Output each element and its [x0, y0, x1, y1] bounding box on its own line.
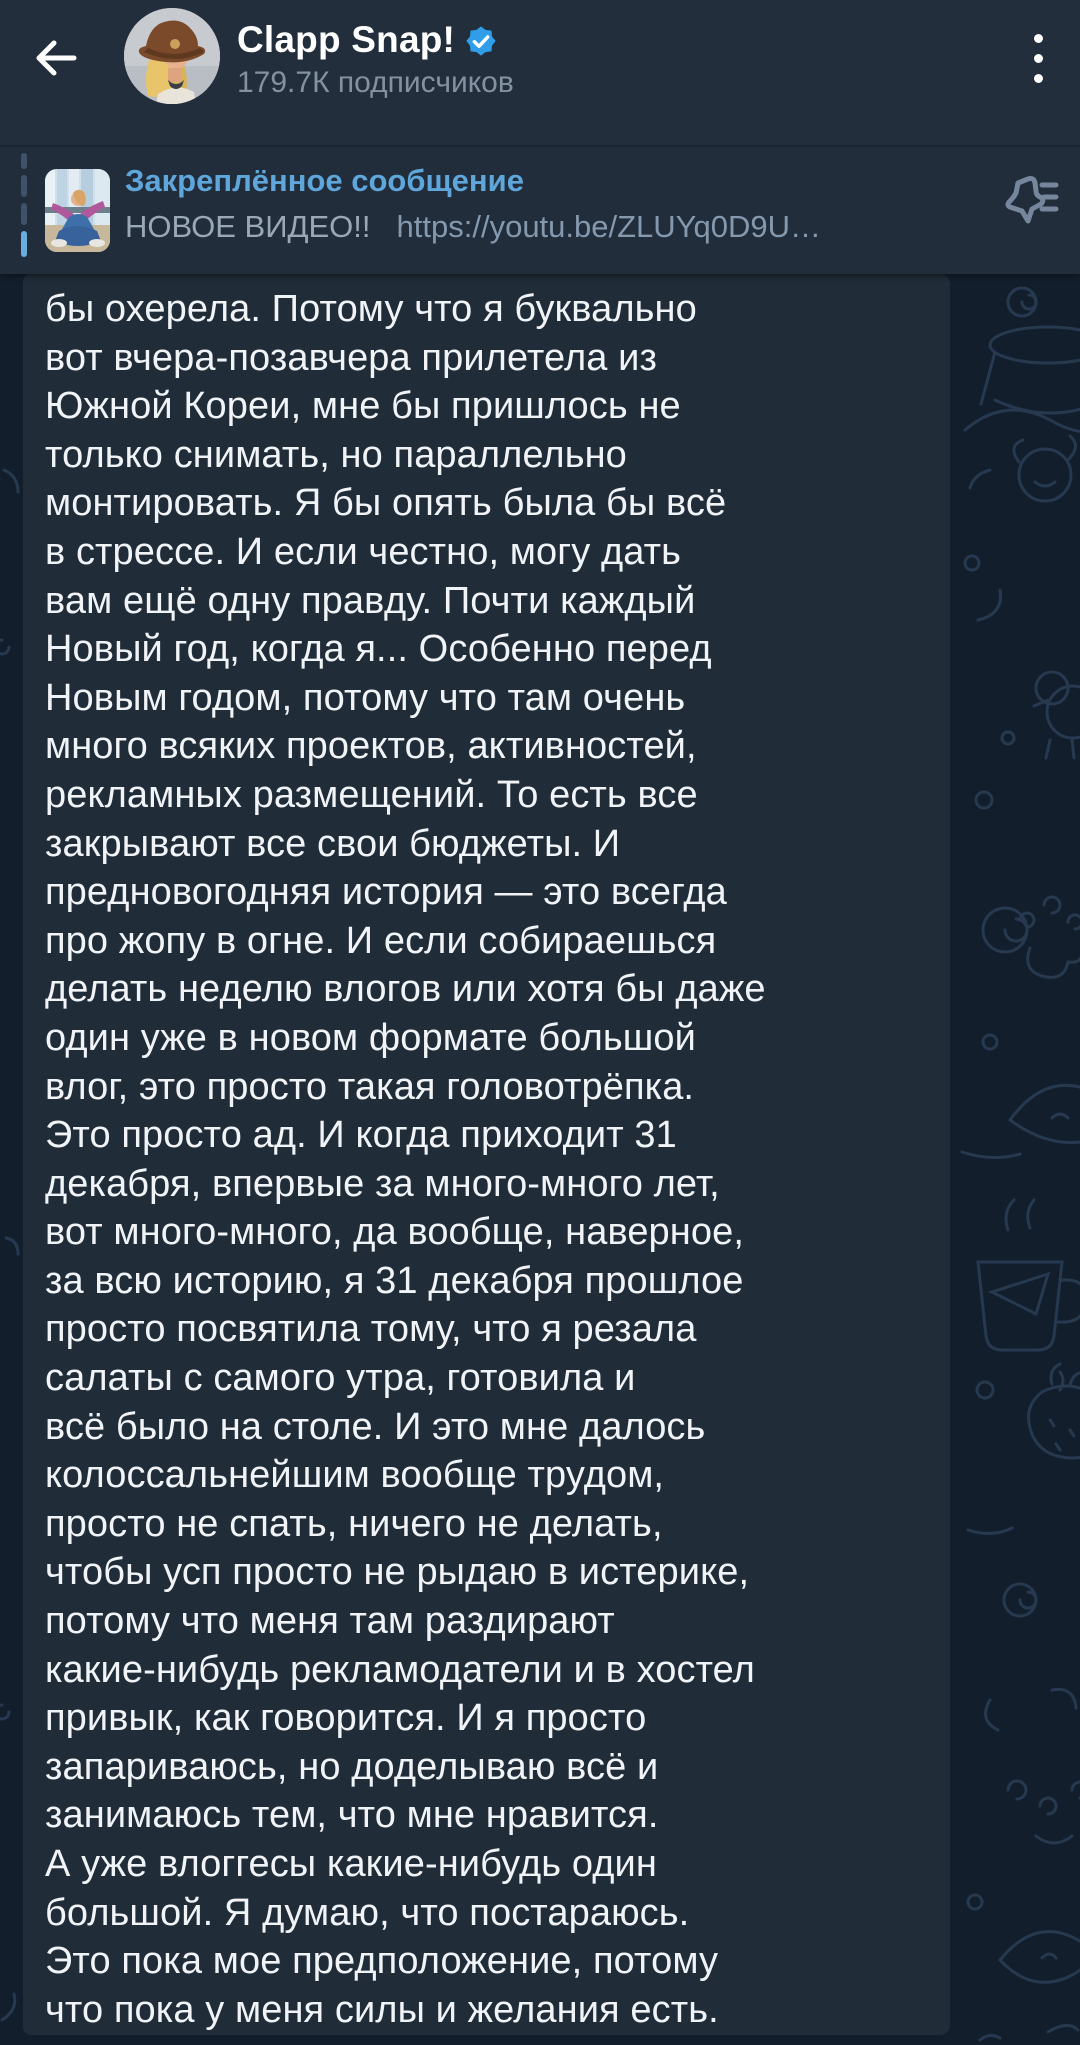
channel-message-bubble[interactable]	[23, 274, 950, 2035]
message-line: вот много-много, да вообще, наверное,	[45, 1211, 744, 1254]
pinned-message-bar[interactable]	[0, 145, 1080, 274]
message-line: влог, это просто такая головотрёпка.	[45, 1065, 695, 1108]
message-line: запариваюсь, но доделываю всё и	[45, 1745, 659, 1788]
message-line: всё было на столе. И это мне далось	[45, 1405, 706, 1448]
message-line: Новым годом, потому что там очень	[45, 676, 686, 719]
message-line: предновогодняя история — это всегда	[45, 871, 727, 914]
message-line: вам ещё одну правду. Почти каждый	[45, 579, 696, 622]
message-text	[45, 285, 930, 2034]
pinned-preview-text: НОВОЕ ВИДЕО!!	[125, 209, 371, 244]
back-button[interactable]	[30, 32, 82, 84]
message-line: просто посвятила тому, что я резала	[45, 1308, 697, 1351]
message-line: привык, как говорится. И я просто	[45, 1697, 647, 1740]
message-line: что пока у меня силы и желания есть.	[45, 1988, 719, 2031]
message-line: салаты с самого утра, готовила и	[45, 1357, 636, 1400]
message-line: закрывают все свои бюджеты. И	[45, 822, 621, 865]
pinned-list-button[interactable]	[998, 169, 1062, 233]
message-line: А уже влоггесы какие-нибудь один	[45, 1843, 657, 1885]
message-line: бы охерела. Потому что я буквально	[45, 288, 697, 330]
message-line: Это пока мое предположение, потому	[45, 1940, 719, 1983]
message-line: только снимать, но параллельно	[45, 433, 627, 476]
message-line: чтобы усп просто не рыдаю в истерике,	[45, 1551, 750, 1594]
menu-button[interactable]	[1018, 30, 1058, 86]
pinned-preview	[125, 209, 821, 245]
channel-title: Clapp Snap!	[237, 19, 456, 60]
message-line: про жопу в огне. И если собираешься	[45, 919, 717, 962]
message-line: Это просто ад. И когда приходит 31	[45, 1114, 677, 1157]
verified-badge-icon	[465, 25, 497, 57]
message-line: занимаюсь тем, что мне нравится.	[45, 1794, 659, 1837]
message-line: в стрессе. И если честно, могу дать	[45, 530, 682, 573]
avatar-image	[124, 8, 220, 104]
pinned-thumbnail[interactable]	[45, 169, 110, 252]
message-line: большой. Я думаю, что постараюсь.	[45, 1891, 690, 1934]
message-line: какие-нибудь рекламодатели и в хостел	[45, 1648, 755, 1691]
arrow-left-icon	[30, 32, 82, 84]
subscriber-count: 179.7К подписчиков	[237, 66, 514, 99]
message-line: просто не спать, ничего не делать,	[45, 1502, 663, 1545]
message-line: один уже в новом формате большой	[45, 1016, 696, 1059]
message-line: декабря, впервые за много-много лет,	[45, 1162, 720, 1205]
channel-avatar[interactable]	[124, 8, 220, 104]
message-line: монтировать. Я бы опять была бы всё	[45, 482, 727, 525]
message-line: делать неделю влогов или хотя бы даже	[45, 968, 766, 1011]
pinned-label: Закреплённое сообщение	[125, 163, 524, 198]
message-line: много всяких проектов, активностей,	[45, 725, 697, 768]
three-dots-vertical-icon	[1034, 74, 1043, 83]
message-line: колоссальнейшим вообще трудом,	[45, 1454, 665, 1497]
chat-header	[0, 0, 1080, 145]
pinned-list-icon	[998, 169, 1062, 233]
pinned-preview-link[interactable]: https://youtu.be/ZLUYq0D9U…	[396, 209, 822, 244]
message-line: потому что меня там раздирают	[45, 1600, 615, 1643]
three-dots-vertical-icon	[1034, 54, 1043, 63]
pinned-thumbnail-image	[45, 169, 110, 252]
message-line: Новый год, когда я... Особенно перед	[45, 628, 712, 671]
message-line: Южной Кореи, мне бы пришлось не	[45, 385, 681, 428]
pinned-indicator	[21, 153, 27, 263]
message-line: рекламных размещений. То есть все	[45, 773, 698, 816]
message-line: вот вчера-позавчера прилетела из	[45, 336, 657, 379]
message-line: за всю историю, я 31 декабря прошлое	[45, 1259, 744, 1302]
three-dots-vertical-icon	[1034, 34, 1043, 43]
